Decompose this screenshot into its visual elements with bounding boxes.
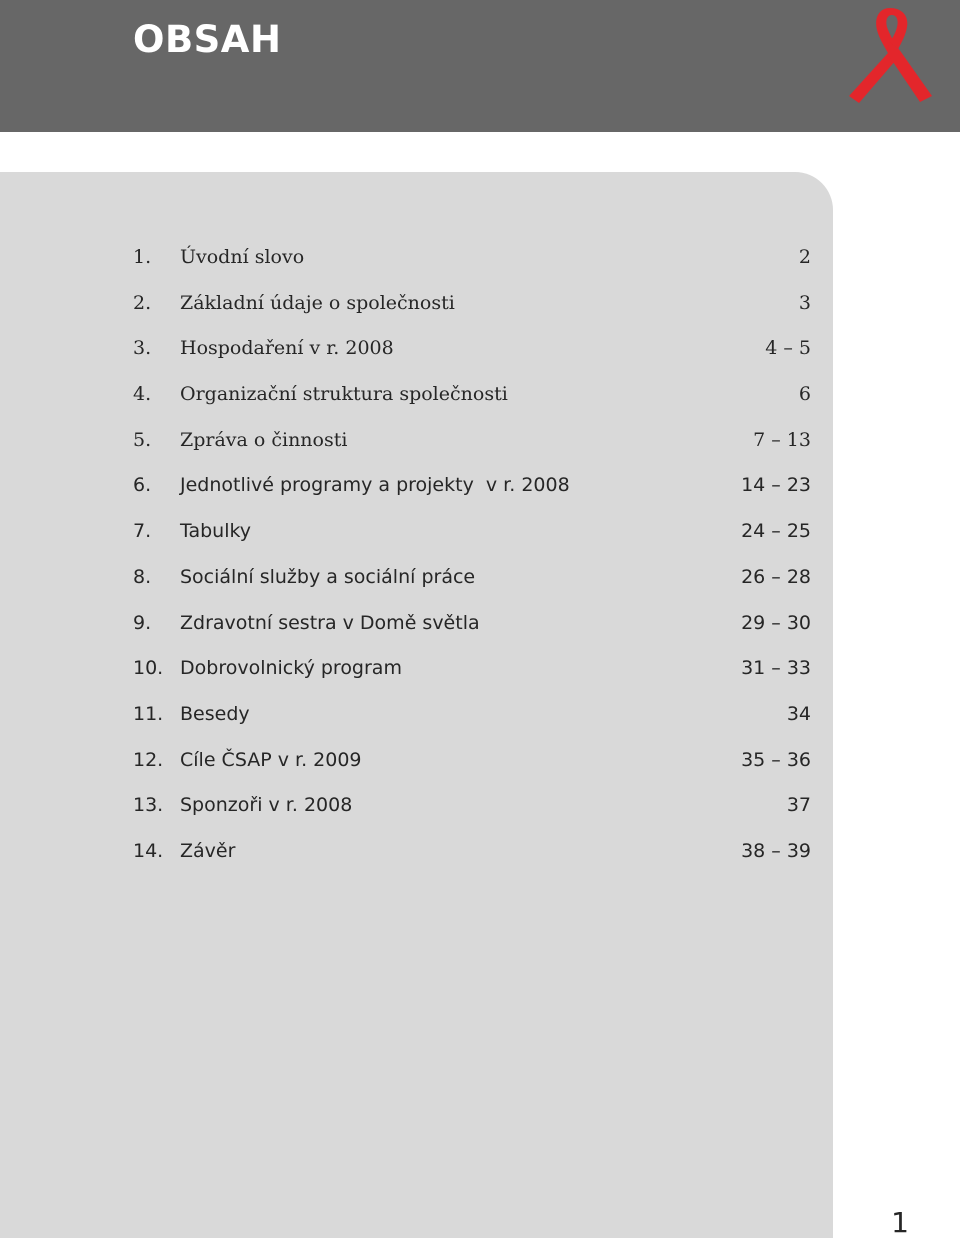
toc-entry-number: 8. <box>133 565 152 588</box>
toc-entry-title: Organizační struktura společnosti <box>180 383 508 406</box>
toc-entry-number: 10. <box>133 657 164 680</box>
table-of-contents <box>133 234 811 874</box>
toc-entry-number: 11. <box>133 702 164 725</box>
toc-entry[interactable] <box>133 600 811 646</box>
toc-entry-title: Cíle ČSAP v r. 2009 <box>180 748 362 771</box>
toc-entry[interactable] <box>133 417 811 463</box>
toc-entry[interactable] <box>133 280 811 326</box>
toc-entry-title: Tabulky <box>180 520 252 543</box>
toc-entry[interactable] <box>133 645 811 691</box>
toc-entry[interactable] <box>133 554 811 600</box>
toc-entry-title: Základní údaje o společnosti <box>180 291 455 314</box>
toc-entry-pages: 35 – 36 <box>741 748 811 771</box>
toc-entry-number: 9. <box>133 611 152 634</box>
toc-entry-pages: 3 <box>798 291 811 314</box>
toc-entry-number: 2. <box>133 291 152 314</box>
toc-entry-pages: 38 – 39 <box>741 839 811 862</box>
toc-entry-title: Zpráva o činnosti <box>180 428 348 451</box>
toc-entry-pages: 6 <box>798 383 811 406</box>
toc-entry-number: 13. <box>133 794 164 817</box>
toc-entry[interactable] <box>133 508 811 554</box>
toc-entry-title: Sponzoři v r. 2008 <box>180 794 353 817</box>
side-strip <box>833 210 960 1174</box>
toc-entry-title: Sociální služby a sociální práce <box>180 565 476 588</box>
toc-entry-number: 1. <box>133 246 152 268</box>
toc-entry[interactable] <box>133 828 811 874</box>
toc-entry-title: Jednotlivé programy a projekty v r. 2008 <box>180 474 570 497</box>
toc-entry-pages: 26 – 28 <box>741 565 811 588</box>
toc-entry-title: Úvodní slovo <box>180 246 305 268</box>
toc-entry-pages: 7 – 13 <box>753 428 811 451</box>
page-title: OBSAH <box>133 18 282 61</box>
toc-entry-number: 7. <box>133 520 152 543</box>
toc-entry-number: 12. <box>133 748 164 771</box>
toc-entry-pages: 37 <box>786 794 811 817</box>
page-number: 1 <box>891 1206 909 1239</box>
toc-entry-title: Besedy <box>180 702 250 725</box>
red-ribbon-icon <box>846 6 936 104</box>
toc-entry[interactable] <box>133 462 811 508</box>
toc-entry-pages: 14 – 23 <box>741 474 811 497</box>
toc-entry[interactable] <box>133 371 811 417</box>
toc-entry-title: Dobrovolnický program <box>180 657 402 680</box>
toc-entry-pages: 2 <box>798 246 811 268</box>
toc-entry[interactable] <box>133 234 811 280</box>
toc-entry-pages: 24 – 25 <box>741 520 811 543</box>
toc-entry-number: 4. <box>133 383 152 406</box>
toc-entry[interactable] <box>133 737 811 783</box>
toc-entry-pages: 4 – 5 <box>765 337 811 360</box>
toc-entry-number: 14. <box>133 839 164 862</box>
toc-entry-pages: 29 – 30 <box>741 611 811 634</box>
toc-entry-title: Zdravotní sestra v Domě světla <box>180 611 480 634</box>
toc-entry-pages: 34 <box>786 702 811 725</box>
toc-entry[interactable] <box>133 782 811 828</box>
toc-entry-number: 6. <box>133 474 152 497</box>
toc-entry-number: 5. <box>133 428 152 451</box>
toc-entry-title: Závěr <box>180 839 236 862</box>
toc-entry-number: 3. <box>133 337 152 360</box>
toc-entry[interactable] <box>133 325 811 371</box>
toc-entry[interactable] <box>133 691 811 737</box>
toc-entry-pages: 31 – 33 <box>741 657 811 680</box>
toc-entry-title: Hospodaření v r. 2008 <box>180 337 394 360</box>
